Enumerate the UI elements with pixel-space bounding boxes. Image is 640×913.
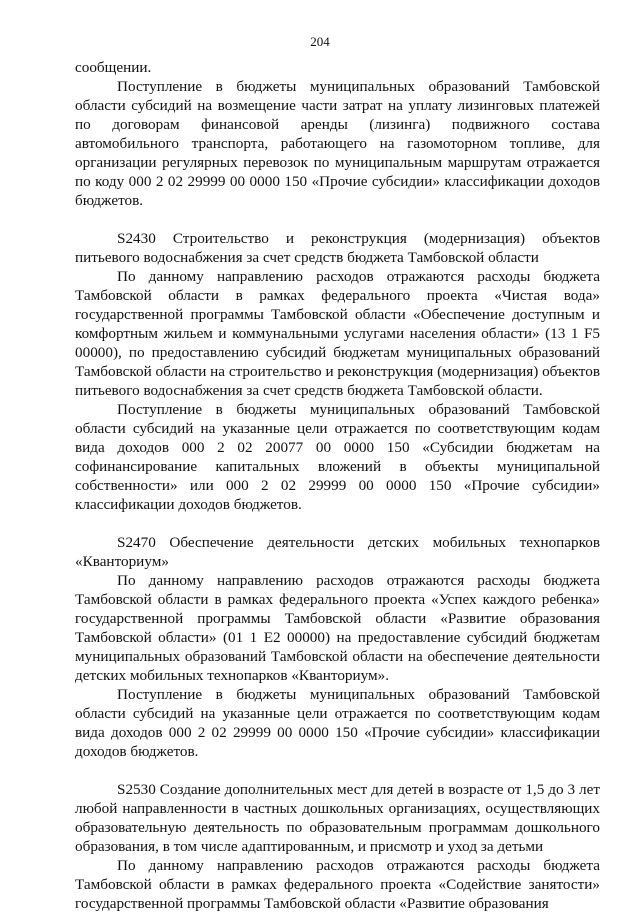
paragraph-s2530-expenses: По данному направлению расходов отражаются расходы бюджета Тамбовской области в рамках федерального проекта «Содействие занятости» государственной программы Тамбовской области «Развитие образования [75,857,600,912]
paragraph-s2430-revenue: Поступление в бюджеты муниципальных образований Тамбовской области субсидий на указанные цели отражается по соответствующим кодам вида доходов 000 2 02 20077 00 0000 150 «Субсидии бюджетам на софинансирование капитальных вложений в объекты муниципальной собственности» или 000 2 02 29999 00 0000 150 «Прочие субсидии» классификации доходов бюджетов. [75,401,600,513]
paragraph-s2430-expenses: По данному направлению расходов отражаются расходы бюджета Тамбовской области в рамках федерального проекта «Чистая вода» государственной программы Тамбовской области «Обеспечение доступным и комфортным жильем и коммунальными услугами населения области» (13 1 F5 00000), по предоставлению субсидий бюджетам муниципальных образований Тамбовской области на строительство и реконструкция (модернизация) объектов питьевого водоснабжения за счет средств бюджета Тамбовской области. [75,268,600,399]
page-number: 204 [310,34,330,49]
paragraph-s2470-revenue: Поступление в бюджеты муниципальных образований Тамбовской области субсидий на указанные цели отражается по соответствующим кодам вида доходов 000 2 02 29999 00 0000 150 «Прочие субсидии» классификации доходов бюджетов. [75,686,600,760]
paragraph-continuation: сообщении. [75,59,152,76]
section-heading-s2470: S2470 Обеспечение деятельности детских мобильных технопарков «Кванториум» [75,534,600,570]
section-heading-s2530: S2530 Создание дополнительных мест для детей в возрасте от 1,5 до 3 лет любой направленности в частных дошкольных организациях, осуществляющих образовательную деятельность по образовательным программам дошкольного образования, в том числе адаптированным, и присмотр и уход за детьми [75,781,600,855]
document-body [75,58,600,913]
paragraph-leasing-subsidies: Поступление в бюджеты муниципальных образований Тамбовской области субсидий на возмещение части затрат на уплату лизинговых платежей по договорам финансовой аренды (лизинга) подвижного состава автомобильного транспорта, работающего на газомоторном топливе, для организации регулярных перевозок по муниципальным маршрутам отражается по коду 000 2 02 29999 00 0000 150 «Прочие субсидии» классификации доходов бюджетов. [75,78,600,209]
paragraph-s2470-expenses: По данному направлению расходов отражаются расходы бюджета Тамбовской области в рамках федерального проекта «Успех каждого ребенка» государственной программы Тамбовской области «Развитие образования Тамбовской области» (01 1 E2 00000) на предоставление субсидий бюджетам муниципальных образований Тамбовской области на обеспечение деятельности детских мобильных технопарков «Кванториум». [75,572,600,684]
section-heading-s2430: S2430 Строительство и реконструкция (модернизация) объектов питьевого водоснабжения за счет средств бюджета Тамбовской области [75,230,600,266]
